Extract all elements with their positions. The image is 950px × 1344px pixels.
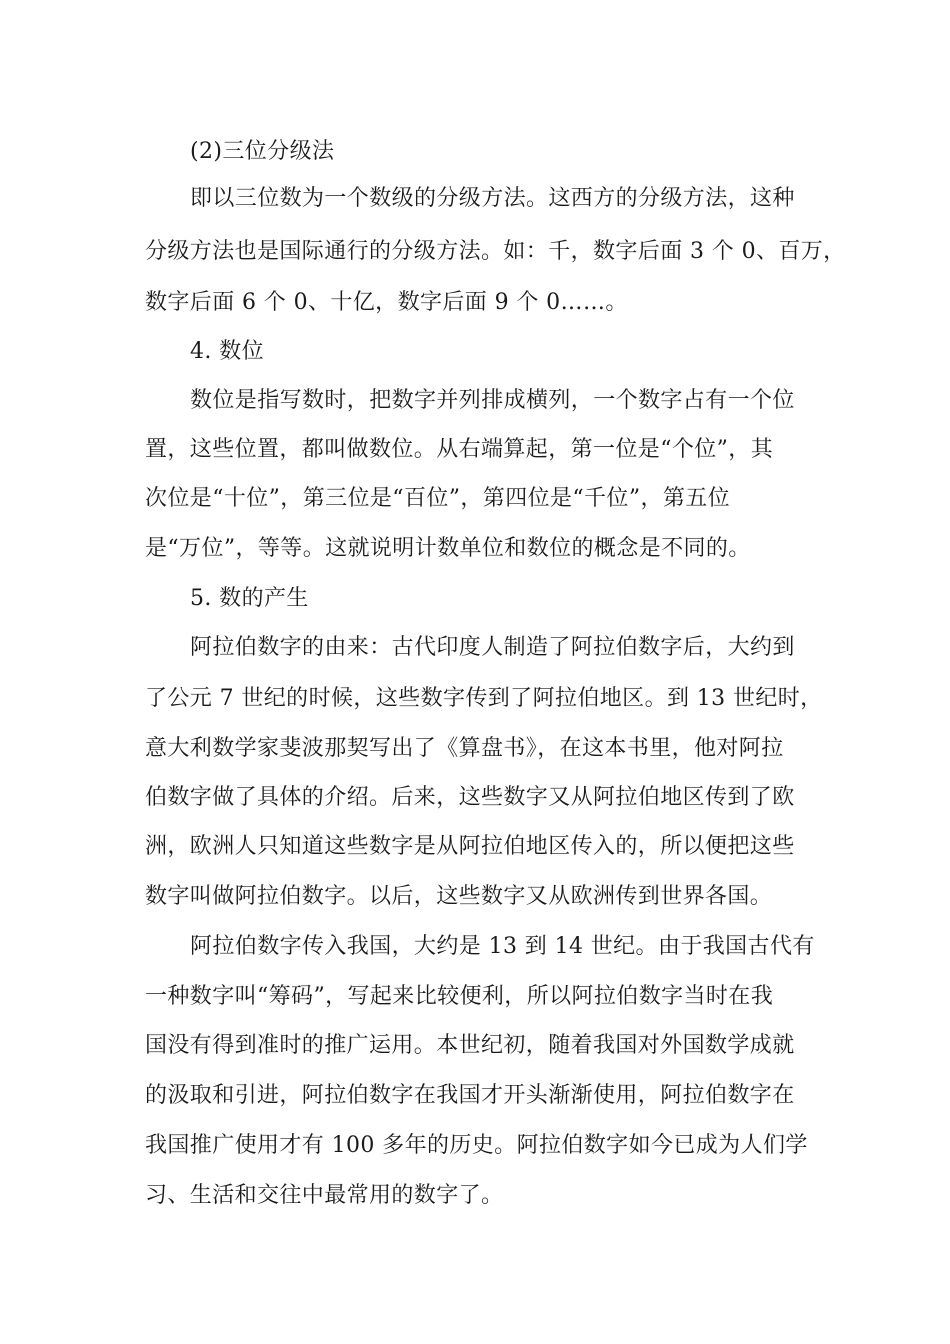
paragraph-line: 数位是指写数时，把数字并列排成横列，一个数字占有一个位 xyxy=(190,388,795,413)
paragraph-line: 的汲取和引进，阿拉伯数字在我国才开头渐渐使用，阿拉伯数字在 xyxy=(145,1083,795,1108)
section-heading-origin-of-numbers: 5. 数的产生 xyxy=(190,586,309,611)
paragraph-line: 数字后面 6 个 0、十亿，数字后面 9 个 0……。 xyxy=(145,290,628,315)
paragraph-line: 即以三位数为一个数级的分级方法。这西方的分级方法，这种 xyxy=(190,186,795,211)
subheading-three-digit-grouping: (2)三位分级法 xyxy=(190,139,335,164)
paragraph-line: 习、生活和交往中最常用的数字了。 xyxy=(145,1183,504,1208)
paragraph-line: 一种数字叫“筹码”，写起来比较便利，所以阿拉伯数字当时在我 xyxy=(145,984,774,1009)
paragraph-line: 伯数字做了具体的介绍。后来，这些数字又从阿拉伯地区传到了欧 xyxy=(145,785,795,810)
paragraph-line: 置，这些位置，都叫做数位。从右端算起，第一位是“个位”，其 xyxy=(145,437,774,462)
paragraph-line: 了公元 7 世纪的时候，这些数字传到了阿拉伯地区。到 13 世纪时， xyxy=(145,686,823,711)
section-heading-digit-place: 4. 数位 xyxy=(190,339,264,364)
paragraph-line: 我国推广使用才有 100 多年的历史。阿拉伯数字如今已成为人们学 xyxy=(145,1133,808,1158)
paragraph-line: 阿拉伯数字传入我国，大约是 13 到 14 世纪。由于我国古代有 xyxy=(190,934,815,959)
paragraph-line: 阿拉伯数字的由来：古代印度人制造了阿拉伯数字后，大约到 xyxy=(190,635,795,660)
paragraph-line: 数字叫做阿拉伯数字。以后，这些数字又从欧洲传到世界各国。 xyxy=(145,884,773,909)
paragraph-line: 次位是“十位”，第三位是“百位”，第四位是“千位”，第五位 xyxy=(145,486,731,511)
paragraph-line: 洲，欧洲人只知道这些数字是从阿拉伯地区传入的，所以便把这些 xyxy=(145,834,795,859)
paragraph-line: 分级方法也是国际通行的分级方法。如：千，数字后面 3 个 0、百万， xyxy=(145,239,846,264)
paragraph-line: 意大利数学家斐波那契写出了《算盘书》，在这本书里，他对阿拉 xyxy=(145,736,784,761)
paragraph-line: 国没有得到准时的推广运用。本世纪初，随着我国对外国数学成就 xyxy=(145,1033,795,1058)
paragraph-line: 是“万位”，等等。这就说明计数单位和数位的概念是不同的。 xyxy=(145,536,751,561)
